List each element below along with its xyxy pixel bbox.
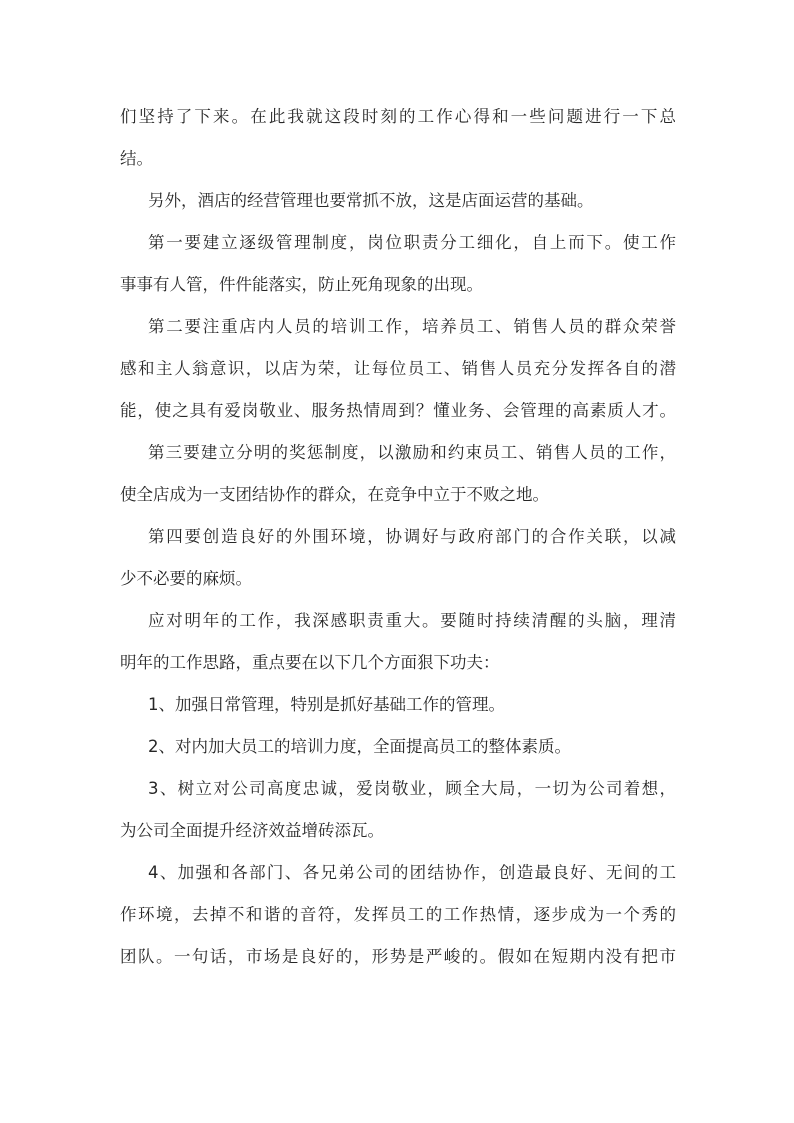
text-line: 感和主人翁意识，以店为荣，让每位员工、销售人员充分发挥各自的潜 [120,359,676,378]
text-line: 为公司全面提升经济效益增砖添瓦。 [120,821,384,840]
text-line: 4、加强和各部门、各兄弟公司的团结协作，创造最良好、无间的工 [148,863,676,882]
text-line: 第二要注重店内人员的培训工作，培养员工、销售人员的群众荣誉 [148,317,676,336]
text-line: 能，使之具有爱岗敬业、服务热情周到？懂业务、会管理的高素质人才。 [120,401,676,420]
text-line: 应对明年的工作，我深感职责重大。要随时持续清醒的头脑，理清 [148,611,676,630]
text-line: 们坚持了下来。在此我就这段时刻的工作心得和一些问题进行一下总 [120,107,676,126]
text-line: 第一要建立逐级管理制度，岗位职责分工细化，自上而下。使工作 [148,233,676,252]
text-line: 事事有人管，件件能落实，防止死角现象的出现。 [120,275,483,294]
text-line: 2、对内加大员工的培训力度，全面提高员工的整体素质。 [148,737,571,756]
text-line: 作环境，去掉不和谐的音符，发挥员工的工作热情，逐步成为一个秀的 [120,905,676,924]
text-line: 第三要建立分明的奖惩制度，以激励和约束员工、销售人员的工作， [148,443,676,462]
text-line: 结。 [120,149,153,168]
text-line: 使全店成为一支团结协作的群众，在竞争中立于不败之地。 [120,485,549,504]
text-line: 1、加强日常管理，特别是抓好基础工作的管理。 [148,695,505,714]
text-line: 3、树立对公司高度忠诚，爱岗敬业，顾全大局，一切为公司着想， [148,779,676,798]
text-line: 团队。一句话，市场是良好的，形势是严峻的。假如在短期内没有把市 [120,947,676,966]
text-line: 明年的工作思路，重点要在以下几个方面狠下功夫： [120,653,500,672]
text-line: 少不必要的麻烦。 [120,569,252,588]
text-line: 第四要创造良好的外围环境，协调好与政府部门的合作关联，以减 [148,527,676,546]
text-line: 另外，酒店的经营管理也要常抓不放，这是店面运营的基础。 [148,191,594,210]
